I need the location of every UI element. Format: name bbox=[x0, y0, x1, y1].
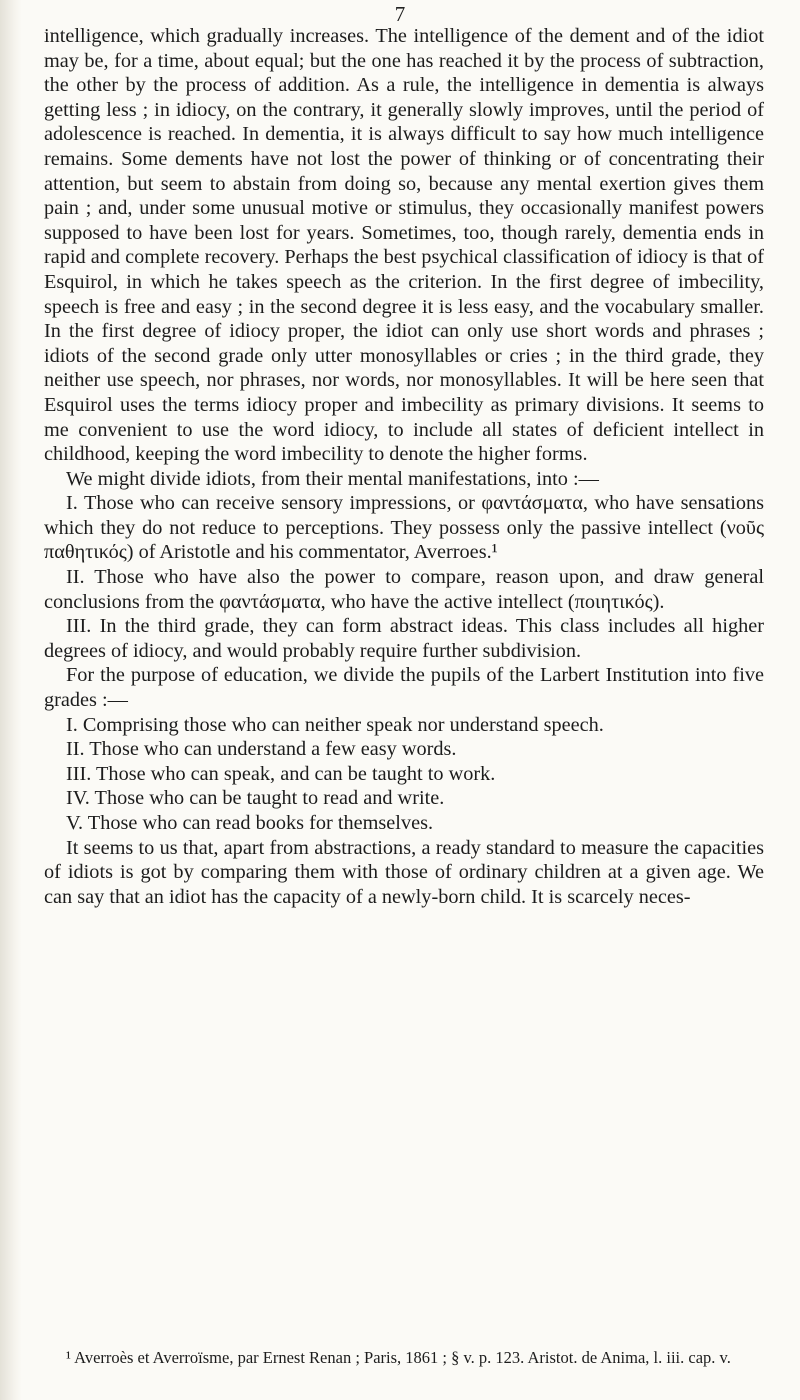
grade-item-three: III. Those who can speak, and can be taught to work. bbox=[66, 762, 496, 785]
page-number: 7 bbox=[394, 2, 406, 26]
paragraph-dementia-vs-idiocy: intelligence, which gradually increases. The intelligence of the dement and of the idiot may be, for a time, about equal; but the one has reached it by the process of subtraction, the other by the process of addition. As a rule, the intelligence in dementia is always getting less ; in idiocy, on the contrary, it generally slowly improves, until the period of adolescence is reached. In dementia, it is always difficult to say how much intelligence remains. Some dements have not lost the power of thinking or of concentrating their attention, but seem to abstain from doing so, because any mental exertion gives them pain ; and, under some unusual motive or stimulus, they occasionally manifest powers supposed to have been lost for years. Sometimes, too, though rarely, dementia ends in rapid and complete recovery. Perhaps the best psychical classification of idiocy is that of Esquirol, in which he takes speech as the criterion. In the first degree of imbecility, speech is free and easy ; in the second degree it is less easy, and the vocabulary smaller. In the first degree of idiocy proper, the idiot can only use short words and phrases ; idiots of the second grade only utter monosyllables or cries ; in the third grade, they neither use speech, nor phrases, nor words, nor monosyllables. It will be here seen that Esquirol uses the terms idiocy proper and imbecility as primary divisions. It seems to me convenient to use the word idiocy, to include all states of deficient intellect in childhood, keeping the word imbecility to denote the higher forms. bbox=[44, 25, 764, 466]
grade-item-one: I. Comprising those who can neither speak nor understand speech. bbox=[66, 713, 604, 736]
paragraph-class-three: III. In the third grade, they can form abstract ideas. This class includes all higher degrees of idiocy, and would probably require further subdivision. bbox=[44, 615, 764, 662]
binding-shadow bbox=[0, 0, 22, 1400]
paragraph-education-grades: For the purpose of education, we divide the pupils of the Larbert Institution into five grades :— bbox=[44, 664, 764, 712]
paragraph-class-two: II. Those who have also the power to compare, reason upon, and draw general conclusions from the φαντάσματα, who have the active intellect (ποιητικός). bbox=[44, 566, 764, 613]
paragraph-class-one: I. Those who can receive sensory impressions, or φαντάσματα, who have sensations which they do not reduce to perceptions. They possess only the passive intellect (νοῦς παθητικός) of Aristotle and his commentator, Averroes.¹ bbox=[44, 492, 764, 564]
body-text bbox=[44, 24, 764, 909]
grade-item-five: V. Those who can read books for themselves. bbox=[66, 812, 434, 834]
paragraph-divide-idiots: We might divide idiots, from their mental manifestations, into :— bbox=[66, 467, 599, 490]
grade-item-four: IV. Those who can be taught to read and write. bbox=[66, 787, 445, 810]
grade-item-two: II. Those who can understand a few easy words. bbox=[66, 738, 457, 761]
footnote-averroes: ¹ Averroès et Averroïsme, par Ernest Renan ; Paris, 1861 ; § v. p. 123. Aristot. de Anima, l. iii. cap. v. bbox=[66, 1348, 731, 1367]
paragraph-standard-measure: It seems to us that, apart from abstractions, a ready standard to measure the capacities of idiots is got by comparing them with those of ordinary children at a given age. We can say that an idiot has the capacity of a newly-born child. It is scarcely neces- bbox=[44, 836, 764, 908]
footnotes bbox=[44, 1347, 764, 1369]
